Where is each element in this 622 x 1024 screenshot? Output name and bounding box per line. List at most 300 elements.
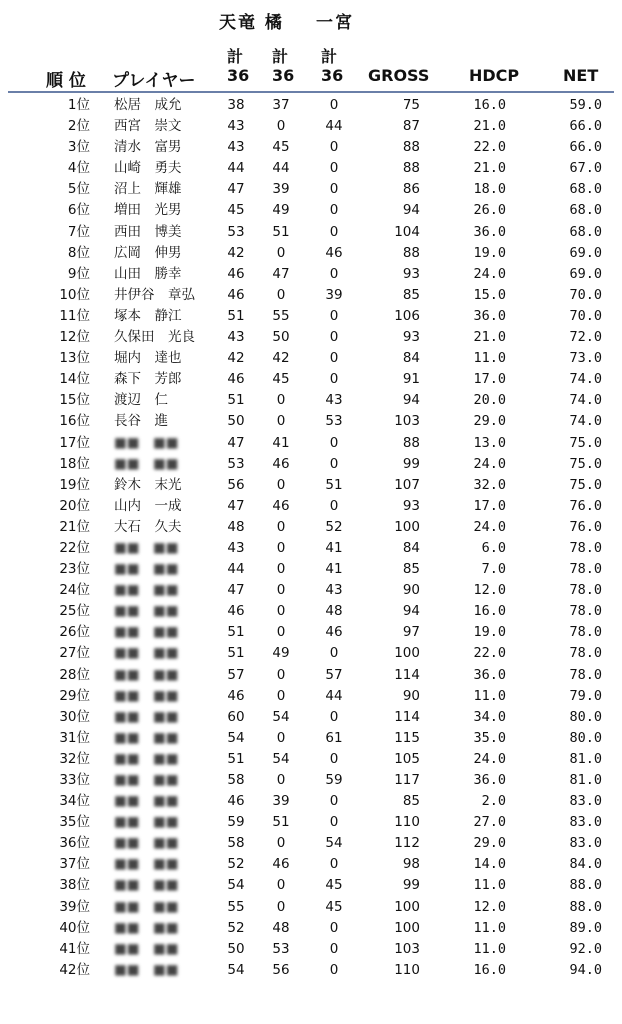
rank-cell: 20位 [59, 497, 90, 514]
table-row [0, 369, 622, 390]
hdcp-cell: 20.0 [473, 392, 506, 409]
hdcp-cell: 19.0 [473, 244, 506, 261]
score-col3-cell: 0 [329, 434, 339, 451]
redacted-name-mask: ■■ ■■ [114, 772, 179, 788]
gross-cell: 93 [402, 265, 420, 282]
header-rank: 順 位 [46, 71, 86, 91]
hdcp-cell: 17.0 [473, 497, 506, 514]
redacted-name-mask: ■■ ■■ [114, 539, 179, 556]
score-col1-cell: 47 [227, 582, 245, 599]
score-col3-cell: 54 [325, 835, 343, 852]
gross-cell: 94 [402, 392, 420, 409]
header-divider [8, 91, 614, 93]
gross-cell: 110 [394, 814, 420, 831]
title-part1: 天竜 橘 [219, 13, 284, 33]
score-col3-cell: 41 [325, 539, 343, 556]
rank-cell: 42位 [59, 961, 90, 978]
rank-cell: 9位 [67, 265, 90, 282]
player-name-cell: 長谷 進 [114, 413, 168, 430]
rank-cell: 21位 [59, 518, 90, 535]
score-col3-cell: 48 [325, 603, 343, 620]
hdcp-cell: 15.0 [473, 286, 506, 303]
score-col3-cell: 0 [329, 497, 339, 514]
gross-cell: 105 [394, 750, 420, 767]
rank-cell: 27位 [59, 645, 90, 662]
score-col1-cell: 51 [227, 624, 245, 641]
table-row [0, 390, 622, 411]
player-name-cell: 山内 一成 [114, 497, 182, 514]
table-row [0, 327, 622, 348]
net-cell: 88.0 [569, 898, 602, 915]
player-name-cell: 沼上 輝雄 [114, 181, 182, 198]
score-col2-cell: 48 [272, 919, 290, 936]
redacted-name-mask: ■■ ■■ [114, 940, 179, 957]
score-col3-cell: 0 [329, 223, 339, 240]
score-col3-cell: 0 [329, 814, 339, 831]
table-row [0, 875, 622, 896]
score-col1-cell: 43 [227, 139, 245, 156]
score-col2-cell: 56 [272, 961, 290, 978]
hdcp-cell: 6.0 [481, 539, 506, 556]
player-name-cell: 久保田 光良 [114, 329, 195, 346]
score-col2-cell: 0 [276, 582, 286, 599]
score-col2-cell: 0 [276, 603, 286, 620]
table-row [0, 116, 622, 137]
score-col3-cell: 0 [329, 856, 339, 873]
score-col1-cell: 58 [227, 772, 245, 788]
score-col2-cell: 0 [276, 835, 286, 852]
table-row [0, 918, 622, 939]
header-col3-bottom: 36 [321, 66, 344, 85]
score-col1-cell: 54 [227, 961, 245, 978]
rank-cell: 8位 [67, 244, 90, 261]
player-name-cell: 井伊谷 章弘 [114, 286, 195, 303]
net-cell: 78.0 [569, 624, 602, 641]
rank-cell: 3位 [67, 139, 90, 156]
redacted-name-mask: ■■ ■■ [114, 919, 179, 936]
score-col1-cell: 42 [227, 244, 245, 261]
title-part2: 一宮 [316, 13, 354, 33]
player-name-cell: 山田 勝幸 [114, 265, 182, 282]
player-name-cell: 森下 芳郎 [114, 371, 182, 388]
score-col2-cell: 39 [272, 793, 290, 810]
score-col2-cell: 51 [272, 814, 290, 831]
redacted-name-mask: ■■ ■■ [114, 961, 179, 978]
hdcp-cell: 2.0 [481, 793, 506, 810]
table-row [0, 538, 622, 559]
net-cell: 76.0 [569, 518, 602, 535]
player-name-cell: 西田 博美 [114, 223, 182, 240]
score-col3-cell: 0 [329, 181, 339, 198]
net-cell: 74.0 [569, 371, 602, 388]
gross-cell: 114 [394, 708, 420, 725]
hdcp-cell: 12.0 [473, 898, 506, 915]
score-col3-cell: 0 [329, 97, 339, 113]
gross-cell: 88 [402, 434, 420, 451]
score-col2-cell: 0 [276, 687, 286, 704]
hdcp-cell: 24.0 [473, 455, 506, 472]
gross-cell: 106 [394, 307, 420, 324]
score-col1-cell: 44 [227, 160, 245, 177]
score-col3-cell: 52 [325, 518, 343, 535]
score-col3-cell: 45 [325, 877, 343, 894]
rank-cell: 10位 [59, 286, 90, 303]
gross-cell: 88 [402, 244, 420, 261]
gross-cell: 110 [394, 961, 420, 978]
header-col2-bottom: 36 [272, 66, 295, 85]
score-col1-cell: 51 [227, 307, 245, 324]
score-col1-cell: 51 [227, 750, 245, 767]
rank-cell: 14位 [59, 371, 90, 388]
rank-cell: 16位 [59, 413, 90, 430]
score-col1-cell: 47 [227, 497, 245, 514]
redacted-name-mask: ■■ ■■ [114, 624, 179, 641]
hdcp-cell: 22.0 [473, 139, 506, 156]
rank-cell: 39位 [59, 898, 90, 915]
net-cell: 79.0 [569, 687, 602, 704]
score-col2-cell: 45 [272, 139, 290, 156]
score-col1-cell: 46 [227, 265, 245, 282]
score-col2-cell: 0 [276, 624, 286, 641]
net-cell: 75.0 [569, 434, 602, 451]
gross-cell: 84 [402, 539, 420, 556]
score-col1-cell: 46 [227, 371, 245, 388]
rank-cell: 11位 [59, 307, 90, 324]
table-row [0, 707, 622, 728]
score-col2-cell: 42 [272, 350, 290, 367]
rank-cell: 19位 [59, 476, 90, 493]
hdcp-cell: 36.0 [473, 666, 506, 683]
rank-cell: 2位 [67, 118, 90, 135]
table-row [0, 454, 622, 475]
score-col1-cell: 60 [227, 708, 245, 725]
net-cell: 69.0 [569, 265, 602, 282]
table-row [0, 665, 622, 686]
header-col1-bottom: 36 [227, 66, 250, 85]
score-col3-cell: 0 [329, 645, 339, 662]
net-cell: 88.0 [569, 877, 602, 894]
rank-cell: 18位 [59, 455, 90, 472]
redacted-name-mask: ■■ ■■ [114, 561, 179, 578]
player-name-cell: 堀内 達也 [114, 350, 182, 367]
gross-cell: 94 [402, 603, 420, 620]
score-col3-cell: 61 [325, 729, 343, 746]
rank-cell: 35位 [59, 814, 90, 831]
score-col1-cell: 42 [227, 350, 245, 367]
score-col3-cell: 59 [325, 772, 343, 788]
table-row [0, 475, 622, 496]
score-col1-cell: 50 [227, 413, 245, 430]
score-col2-cell: 46 [272, 455, 290, 472]
table-row [0, 496, 622, 517]
score-col1-cell: 59 [227, 814, 245, 831]
hdcp-cell: 21.0 [473, 118, 506, 135]
score-col2-cell: 50 [272, 329, 290, 346]
score-col1-cell: 51 [227, 392, 245, 409]
score-col2-cell: 47 [272, 265, 290, 282]
score-col3-cell: 43 [325, 392, 343, 409]
rank-cell: 5位 [67, 181, 90, 198]
score-col3-cell: 0 [329, 455, 339, 472]
gross-cell: 115 [394, 729, 420, 746]
table-row [0, 306, 622, 327]
net-cell: 68.0 [569, 181, 602, 198]
gross-cell: 90 [402, 687, 420, 704]
hdcp-cell: 35.0 [473, 729, 506, 746]
gross-cell: 87 [402, 118, 420, 135]
score-col2-cell: 45 [272, 371, 290, 388]
header-gross: GROSS [368, 66, 430, 85]
rank-cell: 17位 [59, 434, 90, 451]
net-cell: 73.0 [569, 350, 602, 367]
score-col3-cell: 45 [325, 898, 343, 915]
score-col3-cell: 43 [325, 582, 343, 599]
score-col1-cell: 45 [227, 202, 245, 219]
header-col1-top: 計 [227, 47, 244, 66]
rank-cell: 7位 [67, 223, 90, 240]
hdcp-cell: 11.0 [473, 940, 506, 957]
player-name-cell: 塚本 静江 [114, 307, 182, 324]
hdcp-cell: 13.0 [473, 434, 506, 451]
score-col1-cell: 46 [227, 687, 245, 704]
score-col2-cell: 37 [272, 97, 290, 113]
rank-cell: 29位 [59, 687, 90, 704]
score-col1-cell: 57 [227, 666, 245, 683]
score-col1-cell: 47 [227, 434, 245, 451]
hdcp-cell: 21.0 [473, 329, 506, 346]
gross-cell: 98 [402, 856, 420, 873]
table-row [0, 411, 622, 432]
hdcp-cell: 34.0 [473, 708, 506, 725]
table-row [0, 643, 622, 664]
gross-cell: 84 [402, 350, 420, 367]
table-row [0, 264, 622, 285]
score-col2-cell: 54 [272, 708, 290, 725]
table-row [0, 812, 622, 833]
score-col2-cell: 49 [272, 645, 290, 662]
hdcp-cell: 17.0 [473, 371, 506, 388]
header-net: NET [563, 66, 599, 85]
rank-cell: 1位 [67, 97, 90, 113]
hdcp-cell: 12.0 [473, 582, 506, 599]
redacted-name-mask: ■■ ■■ [114, 666, 179, 683]
score-col1-cell: 43 [227, 539, 245, 556]
score-col2-cell: 51 [272, 223, 290, 240]
hdcp-cell: 14.0 [473, 856, 506, 873]
table-row [0, 179, 622, 200]
score-col2-cell: 46 [272, 856, 290, 873]
score-col3-cell: 0 [329, 793, 339, 810]
redacted-name-mask: ■■ ■■ [114, 793, 179, 810]
net-cell: 74.0 [569, 392, 602, 409]
redacted-name-mask: ■■ ■■ [114, 729, 179, 746]
rank-cell: 34位 [59, 793, 90, 810]
score-col2-cell: 39 [272, 181, 290, 198]
table-row [0, 960, 622, 981]
redacted-name-mask: ■■ ■■ [114, 835, 179, 852]
score-col2-cell: 49 [272, 202, 290, 219]
score-col1-cell: 38 [227, 97, 245, 113]
score-col1-cell: 43 [227, 329, 245, 346]
score-col3-cell: 44 [325, 687, 343, 704]
score-col1-cell: 46 [227, 286, 245, 303]
score-col1-cell: 51 [227, 645, 245, 662]
score-col2-cell: 0 [276, 518, 286, 535]
hdcp-cell: 11.0 [473, 350, 506, 367]
player-name-cell: 大石 久夫 [114, 518, 182, 535]
gross-cell: 99 [402, 877, 420, 894]
score-col1-cell: 54 [227, 729, 245, 746]
gross-cell: 100 [394, 518, 420, 535]
score-col2-cell: 0 [276, 898, 286, 915]
score-col1-cell: 58 [227, 835, 245, 852]
rank-cell: 32位 [59, 750, 90, 767]
score-col3-cell: 0 [329, 265, 339, 282]
score-col3-cell: 39 [325, 286, 343, 303]
table-row [0, 939, 622, 960]
table-row [0, 95, 622, 116]
score-col1-cell: 47 [227, 181, 245, 198]
hdcp-cell: 24.0 [473, 265, 506, 282]
net-cell: 66.0 [569, 139, 602, 156]
score-col2-cell: 0 [276, 244, 286, 261]
score-col2-cell: 53 [272, 940, 290, 957]
net-cell: 68.0 [569, 223, 602, 240]
redacted-name-mask: ■■ ■■ [114, 603, 179, 620]
score-col2-cell: 0 [276, 118, 286, 135]
rank-cell: 13位 [59, 350, 90, 367]
hdcp-cell: 19.0 [473, 624, 506, 641]
gross-cell: 99 [402, 455, 420, 472]
score-col3-cell: 0 [329, 350, 339, 367]
net-cell: 75.0 [569, 455, 602, 472]
hdcp-cell: 16.0 [473, 961, 506, 978]
hdcp-cell: 11.0 [473, 687, 506, 704]
hdcp-cell: 24.0 [473, 518, 506, 535]
hdcp-cell: 22.0 [473, 645, 506, 662]
gross-cell: 97 [402, 624, 420, 641]
rank-cell: 28位 [59, 666, 90, 683]
rank-cell: 25位 [59, 603, 90, 620]
hdcp-cell: 36.0 [473, 307, 506, 324]
net-cell: 83.0 [569, 793, 602, 810]
table-row [0, 854, 622, 875]
score-col3-cell: 0 [329, 919, 339, 936]
score-col2-cell: 0 [276, 729, 286, 746]
net-cell: 78.0 [569, 603, 602, 620]
score-col3-cell: 44 [325, 118, 343, 135]
score-col3-cell: 0 [329, 329, 339, 346]
net-cell: 76.0 [569, 497, 602, 514]
header-col2-top: 計 [272, 47, 289, 66]
score-col1-cell: 56 [227, 476, 245, 493]
gross-cell: 93 [402, 497, 420, 514]
player-name-cell: 松居 成允 [114, 97, 182, 113]
score-col1-cell: 54 [227, 877, 245, 894]
table-row [0, 791, 622, 812]
net-cell: 80.0 [569, 708, 602, 725]
score-col1-cell: 52 [227, 919, 245, 936]
score-col3-cell: 0 [329, 160, 339, 177]
player-name-cell: 渡辺 仁 [114, 392, 168, 409]
rank-cell: 38位 [59, 877, 90, 894]
net-cell: 78.0 [569, 539, 602, 556]
table-row [0, 580, 622, 601]
rank-cell: 33位 [59, 772, 90, 788]
score-col3-cell: 41 [325, 561, 343, 578]
score-col2-cell: 54 [272, 750, 290, 767]
rank-cell: 36位 [59, 835, 90, 852]
gross-cell: 93 [402, 329, 420, 346]
score-col3-cell: 46 [325, 244, 343, 261]
rank-cell: 12位 [59, 329, 90, 346]
table-row [0, 728, 622, 749]
table-row [0, 833, 622, 854]
score-col2-cell: 41 [272, 434, 290, 451]
gross-cell: 100 [394, 898, 420, 915]
rank-cell: 23位 [59, 561, 90, 578]
table-row [0, 622, 622, 643]
hdcp-cell: 11.0 [473, 877, 506, 894]
redacted-name-mask: ■■ ■■ [114, 687, 179, 704]
net-cell: 70.0 [569, 286, 602, 303]
table-row [0, 749, 622, 770]
gross-cell: 107 [394, 476, 420, 493]
table-row [0, 601, 622, 622]
table-row [0, 686, 622, 707]
rank-cell: 40位 [59, 919, 90, 936]
score-col3-cell: 0 [329, 307, 339, 324]
table-row [0, 222, 622, 243]
gross-cell: 94 [402, 202, 420, 219]
net-cell: 59.0 [569, 97, 602, 113]
rank-cell: 15位 [59, 392, 90, 409]
table-row [0, 285, 622, 306]
net-cell: 66.0 [569, 118, 602, 135]
rank-cell: 22位 [59, 539, 90, 556]
score-col2-cell: 0 [276, 392, 286, 409]
net-cell: 78.0 [569, 582, 602, 599]
score-col2-cell: 0 [276, 772, 286, 788]
hdcp-cell: 24.0 [473, 750, 506, 767]
score-col1-cell: 50 [227, 940, 245, 957]
redacted-name-mask: ■■ ■■ [114, 582, 179, 599]
hdcp-cell: 16.0 [473, 97, 506, 113]
gross-cell: 103 [394, 940, 420, 957]
net-cell: 84.0 [569, 856, 602, 873]
hdcp-cell: 26.0 [473, 202, 506, 219]
gross-cell: 85 [402, 561, 420, 578]
redacted-name-mask: ■■ ■■ [114, 898, 179, 915]
net-cell: 81.0 [569, 750, 602, 767]
net-cell: 67.0 [569, 160, 602, 177]
score-col1-cell: 55 [227, 898, 245, 915]
header-hdcp: HDCP [469, 66, 520, 85]
score-col1-cell: 46 [227, 603, 245, 620]
rank-cell: 30位 [59, 708, 90, 725]
rank-cell: 26位 [59, 624, 90, 641]
hdcp-cell: 16.0 [473, 603, 506, 620]
score-col2-cell: 0 [276, 877, 286, 894]
rank-cell: 31位 [59, 729, 90, 746]
net-cell: 70.0 [569, 307, 602, 324]
hdcp-cell: 32.0 [473, 476, 506, 493]
score-col2-cell: 0 [276, 666, 286, 683]
gross-cell: 85 [402, 286, 420, 303]
score-col3-cell: 0 [329, 940, 339, 957]
rank-cell: 6位 [67, 202, 90, 219]
score-col3-cell: 0 [329, 371, 339, 388]
